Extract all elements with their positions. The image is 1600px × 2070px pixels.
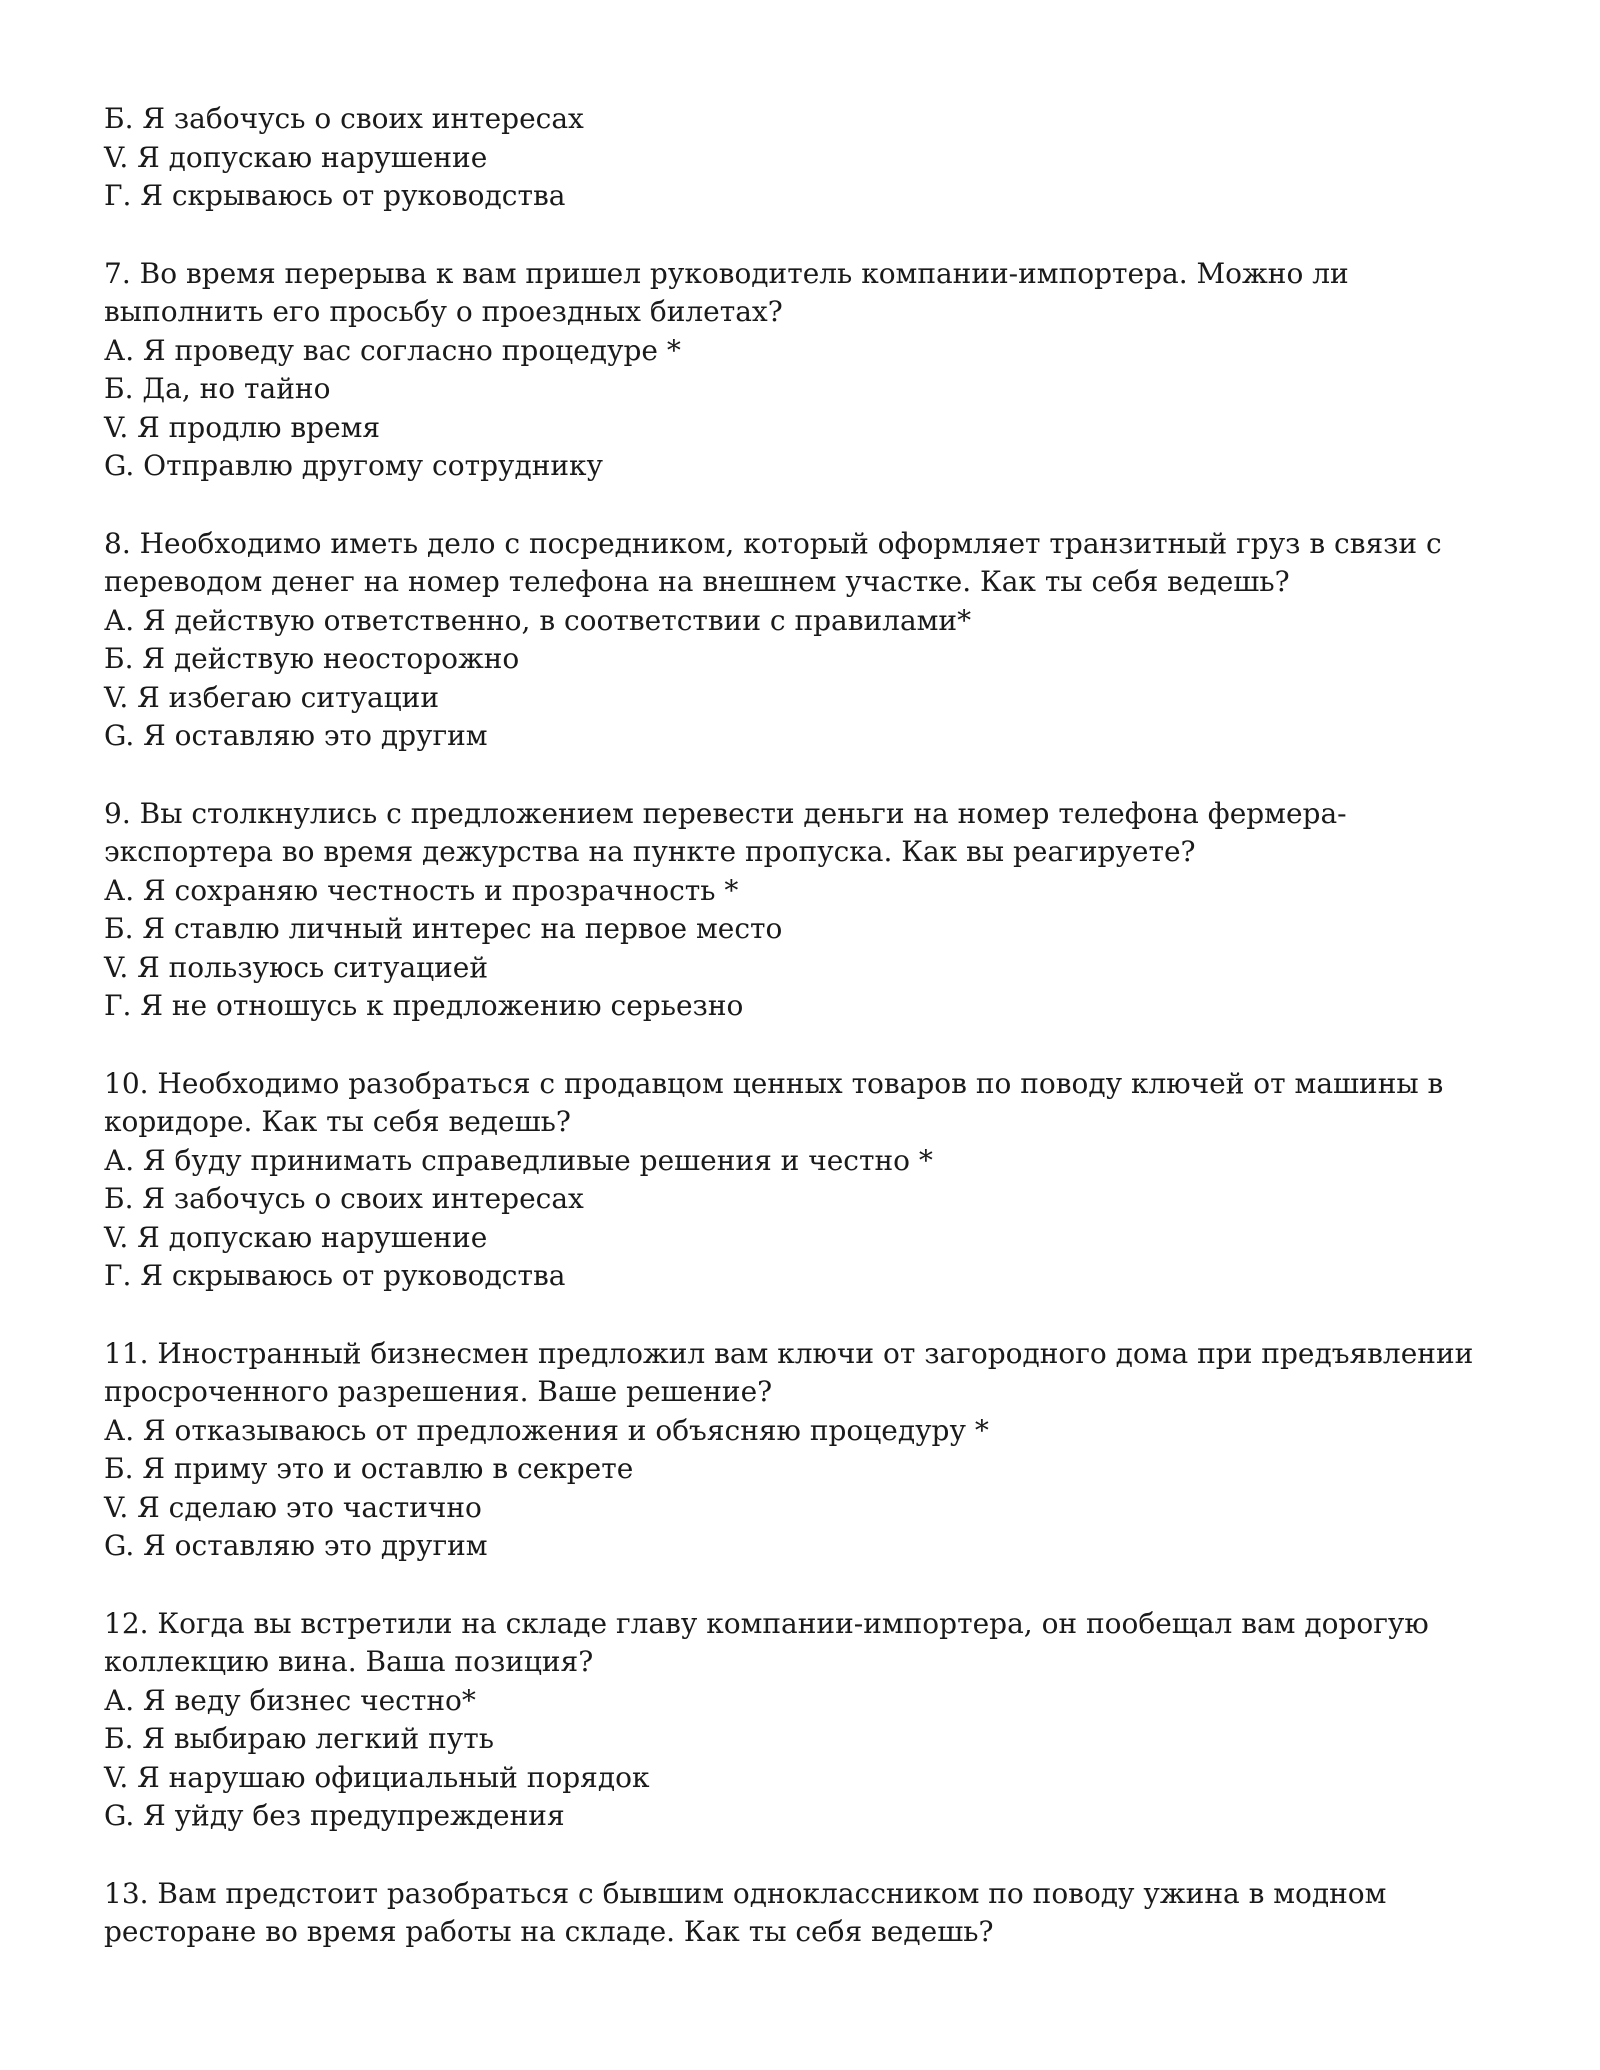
question-12	[104, 1605, 1510, 1836]
option: Б. Я выбираю легкий путь	[104, 1722, 494, 1755]
option: А. Я сохраняю честность и прозрачность *	[104, 873, 739, 907]
option: Г. Я не отношусь к предложению серьезно	[104, 989, 744, 1022]
option: V. Я допускаю нарушение	[104, 1220, 488, 1254]
option: V. Я нарушаю официальный порядок	[104, 1760, 650, 1794]
option: А. Я действую ответственно, в соответствии с правилами*	[104, 603, 972, 637]
question-10	[104, 1065, 1510, 1296]
option: G. Отправлю другому сотруднику	[104, 449, 604, 482]
option: G. Я оставляю это другим	[104, 719, 488, 752]
question-text: 12. Когда вы встретили на складе главу компании-импортера, он пообещал вам дорогую коллекцию вина. Ваша позиция?	[104, 1606, 1429, 1678]
option: V. Я продлю время	[104, 410, 381, 444]
option: V. Я допускаю нарушение	[104, 140, 488, 174]
question-11	[104, 1335, 1510, 1566]
question-text: 10. Необходимо разобраться с продавцом ценных товаров по поводу ключей от машины в коридоре. Как ты себя ведешь?	[104, 1066, 1444, 1138]
question-text: 7. Во время перерыва к вам пришел руководитель компании-импортера. Можно ли выполнить его просьбу о проездных билетах?	[104, 256, 1349, 328]
option: Б. Я действую неосторожно	[104, 642, 520, 675]
question-7	[104, 255, 1510, 486]
question-13	[104, 1875, 1510, 1952]
option: Б. Я забочусь о своих интересах	[104, 1182, 584, 1215]
question-text: 9. Вы столкнулись с предложением перевести деньги на номер телефона фермера-экспортера во время дежурства на пункте пропуска. Как вы реагируете?	[104, 796, 1347, 868]
question-text: 11. Иностранный бизнесмен предложил вам ключи от загородного дома при предъявлении просроченного разрешения. Ваше решение?	[104, 1336, 1474, 1408]
option: Б. Я приму это и оставлю в секрете	[104, 1452, 634, 1485]
option: G. Я уйду без предупреждения	[104, 1799, 565, 1832]
question-8	[104, 525, 1510, 756]
option: Г. Я скрываюсь от руководства	[104, 1259, 566, 1292]
question-text: 13. Вам предстоит разобраться с бывшим одноклассником по поводу ужина в модном ресторане во время работы на складе. Как ты себя ведешь?	[104, 1876, 1387, 1948]
option: Г. Я скрываюсь от руководства	[104, 179, 566, 212]
option: V. Я сделаю это частично	[104, 1490, 482, 1524]
question-9	[104, 795, 1510, 1026]
question-text: 8. Необходимо иметь дело с посредником, который оформляет транзитный груз в связи с переводом денег на номер телефона на внешнем участке. Как ты себя ведешь?	[104, 526, 1442, 598]
option: А. Я отказываюсь от предложения и объясняю процедуру *	[104, 1413, 989, 1447]
option: G. Я оставляю это другим	[104, 1529, 488, 1562]
option: А. Я веду бизнес честно*	[104, 1683, 476, 1717]
option: А. Я проведу вас согласно процедуре *	[104, 333, 681, 367]
option: А. Я буду принимать справедливые решения и честно *	[104, 1143, 933, 1177]
intro-options	[104, 100, 1510, 216]
option: Б. Я забочусь о своих интересах	[104, 102, 584, 135]
option: Б. Да, но тайно	[104, 372, 331, 405]
option: V. Я пользуюсь ситуацией	[104, 950, 489, 984]
option: Б. Я ставлю личный интерес на первое место	[104, 912, 783, 945]
option: V. Я избегаю ситуации	[104, 680, 439, 714]
